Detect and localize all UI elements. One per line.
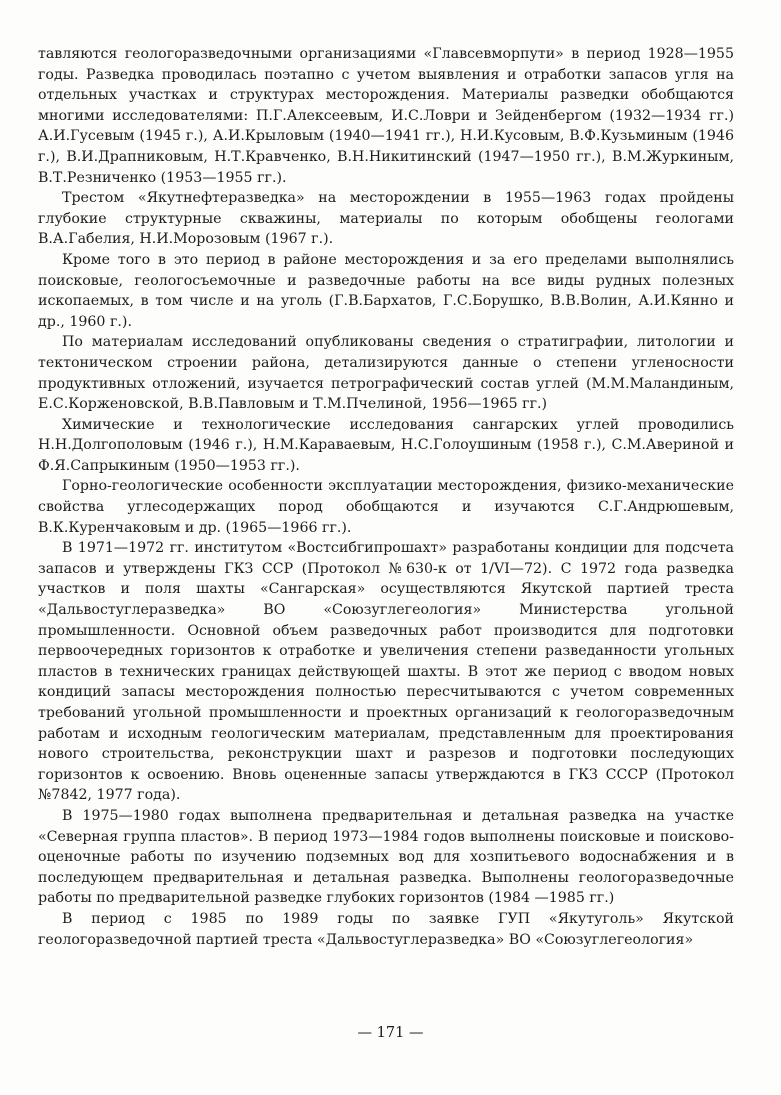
- page-number: — 171 —: [357, 1025, 424, 1041]
- paragraph-chemical-studies: Химические и технологические исследования сангарских углей проводились Н.Н.Долгополовым (1946 г.), Н.М.Караваевым, Н.С.Голоушиным (1958 г.), С.М.Авериной и Ф.Я.Сапрыкиным (1950—1953 гг.).: [38, 416, 734, 474]
- paragraph-1985-1989: В период с 1985 по 1989 годы по заявке ГУП «Якутуголь» Якутской геологоразведочной партией треста «Дальвостуглеразведка» ВО «Союзуглегеология»: [38, 910, 734, 948]
- paragraph-1971-1972: В 1971—1972 гг. институтом «Востсибгипрошахт» разработаны кондиции для подсчета запасов и утверждены ГКЗ ССР (Протокол №630-к от 1/VI—72). С 1972 года разведка участков и поля шахты «Сангарская» осуществляются Якутской партией треста «Дальвостуглеразведка» ВО «Союзуглегеология» Министерства угольной промышленности. Основной объем разведочных работ производится для подготовки первоочередных горизонтов к отработке и увеличения степени разведанности угольных пластов в технических границах действующей шахты. В этот же период с вводом новых кондиций запасы месторождения полностью пересчитываются с учетом современных требований угольной промышленности и проектных организаций к геологоразведочным работам и исходным геологическим материалам, представленным для проектирования нового строительства, реконструкции шахт и разрезов и подготовки последующих горизонтов к освоению. Вновь оцененные запасы утверждаются в ГКЗ СССР (Протокол №7842, 1977 года).: [38, 540, 734, 804]
- paragraph-continued: тавляются геологоразведочными организациями «Главсевморпути» в период 1928—1955 годы. Разведка проводилась поэтапно с учетом выявления и отработки запасов угля на отдельных участках и структурах месторождения. Материалы разведки обобщаются многими исследователями: П.Г.Алексеевым, И.С.Ловри и Зейденбергом (1932—1934 гг.) А.И.Гусевым (1945 г.), А.И.Крыловым (1940—1941 гг.), Н.И.Кусовым, В.Ф.Кузьминым (1946 г.), В.И.Драпниковым, Н.Т.Кравченко, В.Н.Никитинский (1947—1950 гг.), В.М.Журкиным, В.Т.Резниченко (1953—1955 гг.).: [38, 46, 734, 186]
- paragraph-prospecting: Кроме того в это период в районе месторождения и за его пределами выполнялись поисковые, геологосъемочные и разведочные работы на все виды рудных полезных ископаемых, в том числе и на уголь (Г.В.Бархатов, Г.С.Борушко, В.В.Волин, А.И.Кянно и др., 1960 г.).: [38, 251, 734, 330]
- paragraph-1975-1980: В 1975—1980 годах выполнена предварительная и детальная разведка на участке «Северная группа пластов». В период 1973—1984 годов выполнены поисковые и поисково-оценочные работы по изучению подземных вод для хозпитьевого водоснабжения и в последующем предварительная и детальная разведка. Выполнены геологоразведочные работы по предварительной разведке глубоких горизонтов (1984 —1985 гг.): [38, 807, 734, 907]
- paragraph-mining-geology: Горно-геологические особенности эксплуатации месторождения, физико-механические свойства углесодержащих пород обобщаются и изучаются С.Г.Андрюшевым, В.К.Куренчаковым и др. (1965—1966 гг.).: [38, 478, 734, 536]
- body-text: [38, 44, 734, 950]
- paragraph-yakutneftrazvedka: Трестом «Якутнефтеразведка» на месторождении в 1955—1963 годах пройдены глубокие структурные скважины, материалы по которым обобщены геологами В.А.Габелия, Н.И.Морозовым (1967 г.).: [38, 190, 734, 248]
- paragraph-publications: По материалам исследований опубликованы сведения о стратиграфии, литологии и тектоническом строении района, детализируются данные о степени угленосности продуктивных отложений, изучается петрографический состав углей (М.М.Маландиным, Е.С.Корженовской, В.В.Павловым и Т.М.Пчелиной, 1956—1965 гг.): [38, 334, 734, 413]
